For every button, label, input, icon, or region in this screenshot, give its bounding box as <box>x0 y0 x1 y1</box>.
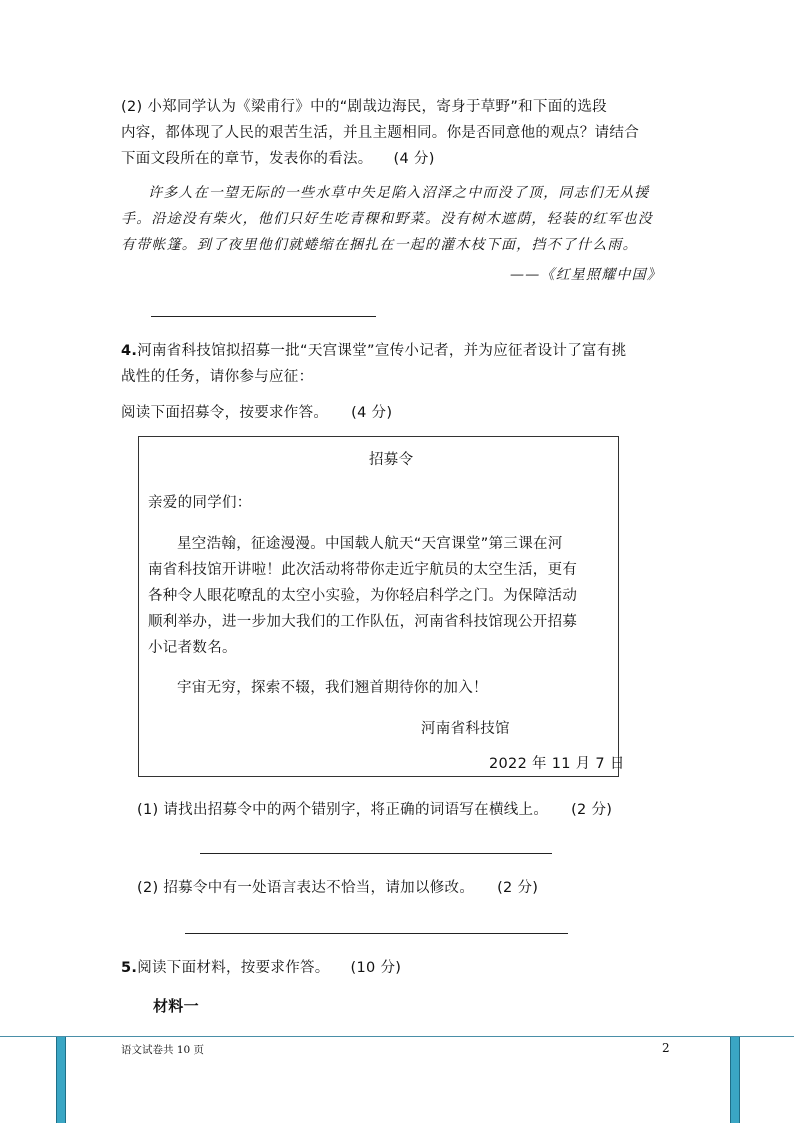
answer-line-q3-2[interactable] <box>151 316 376 317</box>
notice-date: 2022 年 11 月 7 日 <box>489 756 625 772</box>
q4-instruction <box>121 400 392 426</box>
footer-page-count: 语文试卷共 10 页 <box>121 1044 205 1056</box>
notice-para1-line-2: 南省科技馆开讲啦！此次活动将带你走近宇航员的太空生活，更有 <box>148 562 578 578</box>
q4-1 <box>137 797 612 823</box>
notice-para2: 宇宙无穷，探索不辍，我们翘首期待你的加入！ <box>177 680 488 696</box>
notice-para1-line-4: 顺利举办，进一步加大我们的工作队伍，河南省科技馆现公开招募 <box>148 614 578 630</box>
footer-page-number: 2 <box>662 1041 670 1055</box>
q4-2-points: (2 分) <box>497 880 539 896</box>
q3-2-line-1: (2) 小郑同学认为《梁甫行》中的“剧哉边海民，寄身于草野”和下面的选段 <box>121 99 607 115</box>
q3-2-points: (4 分) <box>393 151 435 167</box>
q3-2-line-3-text: 下面文段所在的章节，发表你的看法。 <box>121 151 373 167</box>
answer-line-q4-1[interactable] <box>200 853 552 854</box>
q4-instruction-text: 阅读下面招募令，按要求作答。 <box>121 405 329 421</box>
material-one-heading: 材料一 <box>153 997 199 1015</box>
q5 <box>121 955 401 981</box>
q4-line-1-text: 河南省科技馆拟招募一批“天宫课堂”宣传小记者，并为应征者设计了富有挑 <box>137 343 627 359</box>
passage-line-3: 有带帐篷。到了夜里他们就蜷缩在捆扎在一起的灌木枝下面，挡不了什么雨。 <box>121 237 638 253</box>
passage-source: ——《红星照耀中国》 <box>510 267 662 283</box>
q4-1-text: (1) 请找出招募令中的两个错别字，将正确的词语写在横线上。 <box>137 802 549 818</box>
passage-line-2: 手。沿途没有柴火，他们只好生吃青稞和野菜。没有树木遮荫，轻装的红军也没 <box>121 211 653 227</box>
q3-2-line-2: 内容，都体现了人民的艰苦生活，并且主题相同。你是否同意他的观点？请结合 <box>121 125 639 141</box>
q5-number: 5. <box>121 960 138 976</box>
q3-2-line-3 <box>121 146 435 172</box>
notice-para1-line-1: 星空浩翰，征途漫漫。中国载人航天“天宫课堂”第三课在河 <box>177 536 563 552</box>
q5-points: (10 分) <box>350 960 402 976</box>
q4-number: 4. <box>121 343 138 359</box>
q4-2-text: (2) 招募令中有一处语言表达不恰当，请加以修改。 <box>137 880 475 896</box>
q4-line-2: 战性的任务，请你参与应征： <box>121 369 314 385</box>
notice-signature: 河南省科技馆 <box>421 721 510 737</box>
footer-rule <box>0 1036 794 1037</box>
footer-left-bar <box>56 1037 66 1123</box>
q4-line-1 <box>121 338 626 364</box>
notice-para1-line-3: 各种令人眼花嘹乱的太空小实验，为你轻启科学之门。为保障活动 <box>148 588 578 604</box>
notice-greeting: 亲爱的同学们： <box>148 495 252 511</box>
footer-right-bar <box>730 1037 740 1123</box>
q4-1-points: (2 分) <box>571 802 613 818</box>
q4-2 <box>137 875 538 901</box>
answer-line-q4-2[interactable] <box>185 933 568 934</box>
q5-text: 阅读下面材料，按要求作答。 <box>137 960 330 976</box>
q4-instruction-points: (4 分) <box>351 405 393 421</box>
notice-title: 招募令 <box>369 452 414 468</box>
passage-line-1: 许多人在一望无际的一些水草中失足陷入沼泽之中而没了顶，同志们无从援 <box>148 185 650 201</box>
notice-para1-line-5: 小记者数名。 <box>148 640 237 656</box>
